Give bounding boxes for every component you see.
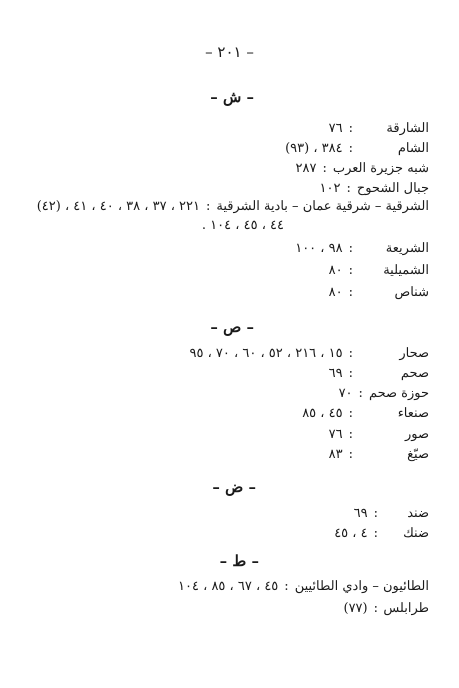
entry-separator: : [348, 141, 353, 156]
index-entry [37, 198, 429, 216]
entry-term: صور [404, 427, 429, 442]
entry-refs: ٣٨٤ ، (٩٣) [285, 141, 343, 156]
entry-separator: : [373, 601, 378, 616]
entry-refs: ٢٨٧ [295, 161, 317, 176]
entry-refs: ١٥ ، ٢١٦ ، ٥٢ ، ٦٠ ، ٧٠ ، ٩٥ [189, 346, 343, 361]
entry-term: الطائيون – وادي الطائيين [294, 579, 429, 594]
entry-term: جبال الشحوح [356, 181, 429, 196]
entry-term: ضند [407, 506, 429, 521]
index-entry [334, 525, 429, 543]
entry-refs: ٧٠ [338, 386, 353, 401]
section-letter-dad: – ض – [212, 478, 256, 496]
entry-separator: : [348, 447, 353, 462]
entry-refs: ٤٥ ، ٦٧ ، ٨٥ ، ١٠٤ [178, 579, 279, 594]
index-entry [343, 600, 429, 618]
index-entry [329, 262, 429, 280]
entry-separator: : [373, 506, 378, 521]
index-entry [329, 365, 429, 383]
index-entry [302, 405, 429, 423]
index-entry [295, 240, 429, 258]
entry-separator: : [348, 285, 353, 300]
section-letter-sheen: – ش – [210, 88, 254, 106]
entry-refs: ٤ ، ٤٥ [334, 526, 368, 541]
index-entry [296, 160, 429, 178]
index-entry [329, 120, 429, 138]
entry-term: شبه جزيرة العرب [332, 161, 429, 176]
page-number: – ٢٠١ – [205, 43, 254, 61]
entry-separator: : [348, 346, 353, 361]
entry-separator: : [373, 526, 378, 541]
entry-separator: : [348, 241, 353, 256]
entry-continuation: ٤٤ ، ٤٥ ، ١٠٤ . [201, 218, 284, 233]
entry-refs: (٧٧) [343, 601, 368, 616]
entry-separator: : [322, 161, 327, 176]
section-letter-sad: – ص – [210, 318, 254, 336]
entry-refs: ٧٦ [328, 427, 343, 442]
entry-term: صنعاء [397, 406, 429, 421]
entry-separator: : [348, 366, 353, 381]
entry-refs: ٨٠ [328, 263, 343, 278]
index-entry [285, 140, 429, 158]
entry-term: الشارقة [386, 121, 429, 136]
entry-separator: : [358, 386, 363, 401]
index-entry [329, 426, 429, 444]
entry-refs: ٧٦ [328, 121, 343, 136]
index-entry [339, 385, 429, 403]
entry-refs: ٨٠ [328, 285, 343, 300]
entry-term: صحم [400, 366, 429, 381]
index-entry [329, 284, 429, 302]
index-entry [189, 345, 429, 363]
entry-refs: ٦٩ [328, 366, 343, 381]
entry-refs: ٦٩ [353, 506, 368, 521]
entry-separator: : [284, 579, 289, 594]
entry-separator: : [348, 121, 353, 136]
entry-refs: ٩٨ ، ١٠٠ [295, 241, 343, 256]
entry-term: ضنك [403, 526, 429, 541]
entry-term: الشرقية – شرقية عمان – بادية الشرقية [216, 199, 429, 214]
entry-term: شناص [394, 285, 429, 300]
index-entry [319, 180, 429, 198]
entry-refs: ٨٣ [328, 447, 343, 462]
entry-term: صيّغ [407, 447, 429, 462]
entry-separator: : [348, 406, 353, 421]
entry-separator: : [348, 263, 353, 278]
entry-separator: : [348, 427, 353, 442]
index-entry [354, 505, 429, 523]
entry-term: الشام [397, 141, 429, 156]
entry-separator: : [206, 199, 211, 214]
entry-refs: ٤٥ ، ٨٥ [302, 406, 343, 421]
entry-refs: ٢٢١ ، ٣٧ ، ٣٨ ، ٤٠ ، ٤١ ، (٤٢) [36, 199, 200, 214]
entry-separator: : [346, 181, 351, 196]
entry-refs: ١٠٢ [319, 181, 341, 196]
entry-term: حوزة صحم [368, 386, 429, 401]
section-letter-ta: – ط – [219, 552, 259, 570]
entry-term: طرابلس [383, 601, 429, 616]
index-entry [329, 446, 429, 464]
entry-term: صحار [399, 346, 429, 361]
entry-term: الشميلية [383, 263, 429, 278]
entry-term: الشريعة [385, 241, 429, 256]
index-entry [178, 578, 429, 596]
